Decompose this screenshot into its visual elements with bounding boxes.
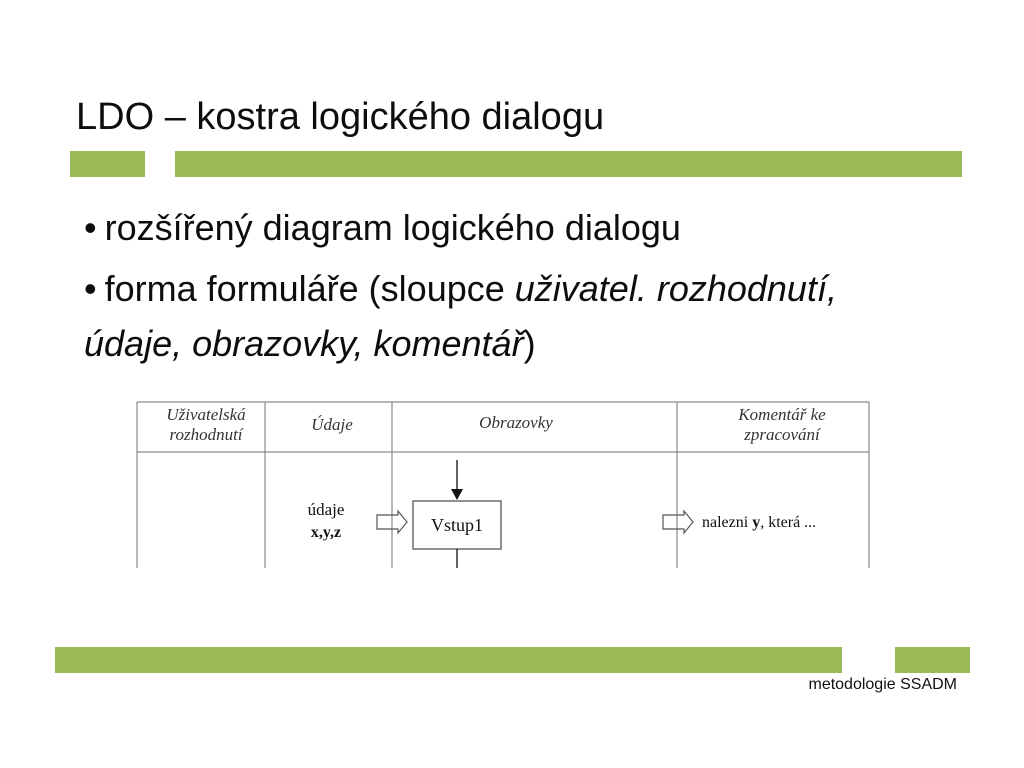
bullet-text-end: ) [523,323,536,364]
slide-title: LDO – kostra logického dialogu [76,96,605,138]
comment-text-pre: nalezni [702,514,753,531]
bullet-text: rozšířený diagram logického dialogu [104,207,681,248]
comment-flow-arrow-icon [663,511,693,533]
comment-text [702,514,816,531]
column-header-comment-line2: zpracování [744,425,820,444]
ldo-diagram [136,400,870,568]
bullet-marker: • [84,207,97,248]
footer-label: metodologie SSADM [808,676,957,693]
bullet-item [84,261,944,371]
ldo-diagram-svg [136,400,870,568]
bullet-list [84,200,944,377]
column-header-user-decisions-line2: rozhodnutí [169,425,243,444]
data-label: údaje [307,500,345,519]
column-header-data: Údaje [311,415,353,434]
bullet-marker: • [84,268,97,309]
bullet-item [84,200,944,255]
column-header-screens: Obrazovky [479,413,553,432]
comment-text-post: , která ... [760,514,817,531]
accent-bar-bottom-right [895,647,970,673]
accent-bar-bottom-left [55,647,842,673]
screen-box-label: Vstup1 [430,515,484,535]
bullet-text-italic: uživatel. rozhodnutí, údaje, obrazovky, komentář [84,268,837,364]
bullet-text: forma formuláře (sloupce [104,268,515,309]
accent-bar-top-left [70,151,145,177]
data-variables: x,y,z [310,524,342,541]
accent-bar-top-right [175,151,962,177]
column-header-comment: Komentář ke [738,405,826,424]
comment-text-bold: y [752,514,761,531]
entry-arrow-head-icon [451,489,463,500]
column-header-user-decisions: Uživatelská [166,405,246,424]
